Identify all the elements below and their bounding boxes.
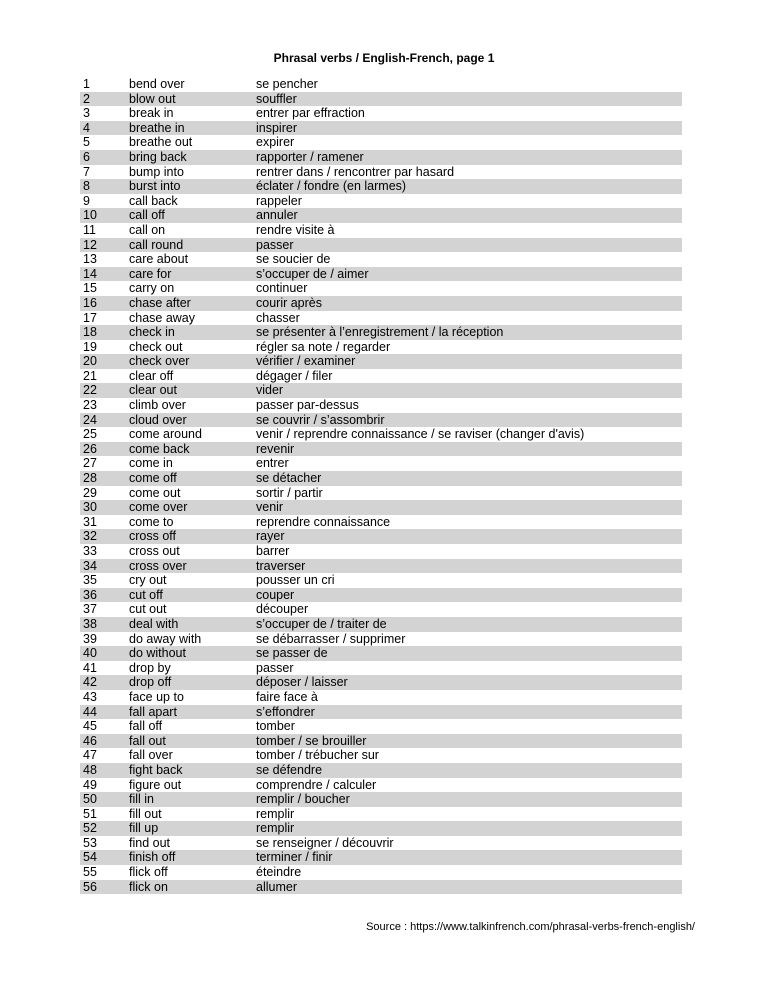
english-verb: fight back <box>129 762 183 777</box>
row-number: 4 <box>83 120 90 135</box>
french-translation: entrer <box>256 456 289 471</box>
row-number: 25 <box>83 427 97 442</box>
table-row <box>80 223 682 238</box>
french-translation: remplir <box>256 821 295 836</box>
table-row <box>80 194 682 209</box>
row-number: 49 <box>83 777 97 792</box>
table-row <box>80 252 682 267</box>
english-verb: call back <box>129 193 178 208</box>
french-translation: se débarrasser / supprimer <box>256 631 406 646</box>
row-number: 33 <box>83 544 97 558</box>
row-number: 13 <box>83 252 97 267</box>
english-verb: bring back <box>129 149 187 164</box>
row-number: 1 <box>83 77 90 91</box>
row-number: 48 <box>83 762 97 777</box>
english-verb: deal with <box>129 616 179 631</box>
table-row <box>80 588 682 603</box>
french-translation: tomber / trébucher sur <box>256 748 379 763</box>
english-verb: break in <box>129 106 174 121</box>
french-translation: revenir <box>256 441 295 456</box>
table-row <box>80 807 682 822</box>
english-verb: finish off <box>129 850 176 865</box>
french-translation: traverser <box>256 558 306 573</box>
row-number: 14 <box>83 266 97 281</box>
french-translation: faire face à <box>256 689 318 704</box>
english-verb: chase away <box>129 310 196 325</box>
english-verb: cry out <box>129 573 167 588</box>
table-row <box>80 165 682 180</box>
french-translation: se pencher <box>256 77 318 91</box>
french-translation: vider <box>256 383 284 398</box>
table-row <box>80 602 682 617</box>
french-translation: courir après <box>256 295 322 310</box>
row-number: 16 <box>83 295 97 310</box>
table-row <box>80 311 682 326</box>
english-verb: fill out <box>129 806 162 821</box>
english-verb: call round <box>129 237 184 252</box>
english-verb: bump into <box>129 164 184 179</box>
french-translation: se soucier de <box>256 252 331 267</box>
french-translation: sortir / partir <box>256 485 323 500</box>
table-row <box>80 267 682 282</box>
english-verb: come over <box>129 500 188 515</box>
english-verb: come back <box>129 441 190 456</box>
row-number: 17 <box>83 310 97 325</box>
french-translation: chasser <box>256 310 300 325</box>
table-row <box>80 646 682 661</box>
french-translation: se présenter à l’enregistrement / la réception <box>256 325 504 340</box>
french-translation: se détacher <box>256 471 322 486</box>
row-number: 31 <box>83 514 97 529</box>
french-translation: s’effondrer <box>256 704 315 719</box>
english-verb: care for <box>129 266 172 281</box>
french-translation: régler sa note / regarder <box>256 339 391 354</box>
french-translation: rentrer dans / rencontrer par hasard <box>256 164 455 179</box>
french-translation: passer <box>256 660 294 675</box>
english-verb: drop off <box>129 675 172 690</box>
french-translation: se défendre <box>256 762 323 777</box>
vocab-table <box>80 77 682 894</box>
english-verb: blow out <box>129 91 176 106</box>
english-verb: do without <box>129 646 186 661</box>
english-verb: flick on <box>129 879 168 894</box>
row-number: 29 <box>83 485 97 500</box>
row-number: 23 <box>83 398 97 413</box>
english-verb: come off <box>129 471 177 486</box>
french-translation: tomber / se brouiller <box>256 733 367 748</box>
table-row <box>80 208 682 223</box>
english-verb: cut out <box>129 602 167 617</box>
table-row <box>80 106 682 121</box>
french-translation: s’occuper de / traiter de <box>256 616 387 631</box>
table-row <box>80 369 682 384</box>
row-number: 24 <box>83 412 97 427</box>
english-verb: cross off <box>129 529 177 544</box>
row-number: 47 <box>83 748 97 763</box>
row-number: 34 <box>83 558 97 573</box>
table-row <box>80 486 682 501</box>
french-translation: comprendre / calculer <box>256 777 377 792</box>
french-translation: rapporter / ramener <box>256 149 364 164</box>
row-number: 51 <box>83 806 97 821</box>
english-verb: come around <box>129 427 202 442</box>
row-number: 10 <box>83 208 97 223</box>
french-translation: remplir / boucher <box>256 792 350 807</box>
row-number: 50 <box>83 792 97 807</box>
table-row <box>80 778 682 793</box>
table-row <box>80 734 682 749</box>
row-number: 38 <box>83 616 97 631</box>
english-verb: flick off <box>129 865 168 880</box>
french-translation: se renseigner / découvrir <box>256 835 394 850</box>
french-translation: rayer <box>256 529 285 544</box>
french-translation: tomber <box>256 719 295 734</box>
french-translation: découper <box>256 602 309 617</box>
table-row <box>80 238 682 253</box>
english-verb: check over <box>129 354 190 369</box>
english-verb: breathe out <box>129 135 193 150</box>
french-translation: éclater / fondre (en larmes) <box>256 179 407 194</box>
table-row <box>80 398 682 413</box>
row-number: 44 <box>83 704 97 719</box>
row-number: 20 <box>83 354 97 369</box>
row-number: 40 <box>83 646 97 661</box>
table-row <box>80 179 682 194</box>
row-number: 53 <box>83 835 97 850</box>
row-number: 36 <box>83 587 97 602</box>
french-translation: se couvrir / s’assombrir <box>256 412 385 427</box>
table-row <box>80 763 682 778</box>
table-row <box>80 354 682 369</box>
english-verb: fall over <box>129 748 173 763</box>
french-translation: déposer / laisser <box>256 675 348 690</box>
french-translation: rendre visite à <box>256 222 335 237</box>
english-verb: burst into <box>129 179 181 194</box>
english-verb: come in <box>129 456 173 471</box>
table-row <box>80 413 682 428</box>
table-row <box>80 383 682 398</box>
row-number: 3 <box>83 106 90 121</box>
table-row <box>80 456 682 471</box>
table-row <box>80 121 682 136</box>
french-translation: annuler <box>256 208 298 223</box>
french-translation: rappeler <box>256 193 302 208</box>
french-translation: se passer de <box>256 646 328 661</box>
row-number: 54 <box>83 850 97 865</box>
row-number: 39 <box>83 631 97 646</box>
row-number: 41 <box>83 660 97 675</box>
english-verb: clear off <box>129 368 174 383</box>
page-title: Phrasal verbs / English-French, page 1 <box>273 51 495 65</box>
row-number: 18 <box>83 325 97 340</box>
english-verb: breathe in <box>129 120 185 135</box>
french-translation: allumer <box>256 879 297 894</box>
table-row <box>80 850 682 865</box>
row-number: 27 <box>83 456 97 471</box>
row-number: 55 <box>83 865 97 880</box>
row-number: 30 <box>83 500 97 515</box>
table-row <box>80 281 682 296</box>
table-row <box>80 690 682 705</box>
row-number: 43 <box>83 689 97 704</box>
french-translation: reprendre connaissance <box>256 514 391 529</box>
table-row <box>80 544 682 559</box>
table-row <box>80 500 682 515</box>
source-note: Source : https://www.talkinfrench.com/phrasal-verbs-french-english/ <box>366 921 695 933</box>
english-verb: care about <box>129 252 189 267</box>
table-row <box>80 515 682 530</box>
table-row <box>80 559 682 574</box>
table-row <box>80 836 682 851</box>
row-number: 21 <box>83 368 97 383</box>
french-translation: pousser un cri <box>256 573 335 588</box>
table-row <box>80 719 682 734</box>
french-translation: remplir <box>256 806 295 821</box>
english-verb: face up to <box>129 689 184 704</box>
row-number: 12 <box>83 237 97 252</box>
row-number: 52 <box>83 821 97 836</box>
french-translation: vérifier / examiner <box>256 354 356 369</box>
english-verb: cloud over <box>129 412 187 427</box>
table-row <box>80 150 682 165</box>
french-translation: inspirer <box>256 120 297 135</box>
table-row <box>80 705 682 720</box>
french-translation: couper <box>256 587 295 602</box>
french-translation: souffler <box>256 91 297 106</box>
row-number: 2 <box>83 91 90 106</box>
table-row <box>80 617 682 632</box>
english-verb: do away with <box>129 631 202 646</box>
french-translation: venir <box>256 500 284 515</box>
table-row <box>80 325 682 340</box>
row-number: 26 <box>83 441 97 456</box>
english-verb: check in <box>129 325 175 340</box>
row-number: 28 <box>83 471 97 486</box>
english-verb: fill up <box>129 821 159 836</box>
table-row <box>80 135 682 150</box>
row-number: 7 <box>83 164 90 179</box>
row-number: 56 <box>83 879 97 894</box>
table-row <box>80 442 682 457</box>
row-number: 35 <box>83 573 97 588</box>
french-translation: venir / reprendre connaissance / se raviser (changer d'avis) <box>256 427 585 442</box>
french-translation: barrer <box>256 544 290 558</box>
french-translation: passer <box>256 237 294 252</box>
english-verb: call on <box>129 222 166 237</box>
english-verb: chase after <box>129 295 191 310</box>
table-row <box>80 77 682 92</box>
row-number: 5 <box>83 135 90 150</box>
english-verb: come to <box>129 514 174 529</box>
french-translation: éteindre <box>256 865 302 880</box>
french-translation: terminer / finir <box>256 850 333 865</box>
english-verb: carry on <box>129 281 175 296</box>
english-verb: bend over <box>129 77 185 91</box>
english-verb: fall off <box>129 719 163 734</box>
row-number: 19 <box>83 339 97 354</box>
table-row <box>80 821 682 836</box>
table-row <box>80 296 682 311</box>
table-row <box>80 573 682 588</box>
english-verb: call off <box>129 208 165 223</box>
row-number: 8 <box>83 179 90 194</box>
english-verb: climb over <box>129 398 186 413</box>
table-row <box>80 865 682 880</box>
english-verb: check out <box>129 339 183 354</box>
english-verb: find out <box>129 835 171 850</box>
english-verb: fill in <box>129 792 155 807</box>
french-translation: entrer par effraction <box>256 106 365 121</box>
english-verb: clear out <box>129 383 177 398</box>
table-row <box>80 792 682 807</box>
english-verb: cross out <box>129 544 180 558</box>
row-number: 46 <box>83 733 97 748</box>
row-number: 37 <box>83 602 97 617</box>
table-row <box>80 675 682 690</box>
table-row <box>80 529 682 544</box>
english-verb: cross over <box>129 558 187 573</box>
row-number: 6 <box>83 149 90 164</box>
row-number: 42 <box>83 675 97 690</box>
table-row <box>80 471 682 486</box>
table-row <box>80 92 682 107</box>
table-row <box>80 632 682 647</box>
row-number: 15 <box>83 281 97 296</box>
table-row <box>80 880 682 895</box>
english-verb: figure out <box>129 777 182 792</box>
french-translation: dégager / filer <box>256 368 333 383</box>
row-number: 11 <box>83 222 96 237</box>
english-verb: fall out <box>129 733 166 748</box>
french-translation: passer par-dessus <box>256 398 359 413</box>
english-verb: cut off <box>129 587 163 602</box>
row-number: 45 <box>83 719 97 734</box>
english-verb: fall apart <box>129 704 177 719</box>
english-verb: come out <box>129 485 181 500</box>
table-row <box>80 340 682 355</box>
row-number: 9 <box>83 193 90 208</box>
french-translation: expirer <box>256 135 295 150</box>
french-translation: continuer <box>256 281 308 296</box>
row-number: 32 <box>83 529 97 544</box>
english-verb: drop by <box>129 660 171 675</box>
row-number: 22 <box>83 383 97 398</box>
table-row <box>80 661 682 676</box>
table-row <box>80 748 682 763</box>
table-row <box>80 427 682 442</box>
french-translation: s’occuper de / aimer <box>256 266 369 281</box>
